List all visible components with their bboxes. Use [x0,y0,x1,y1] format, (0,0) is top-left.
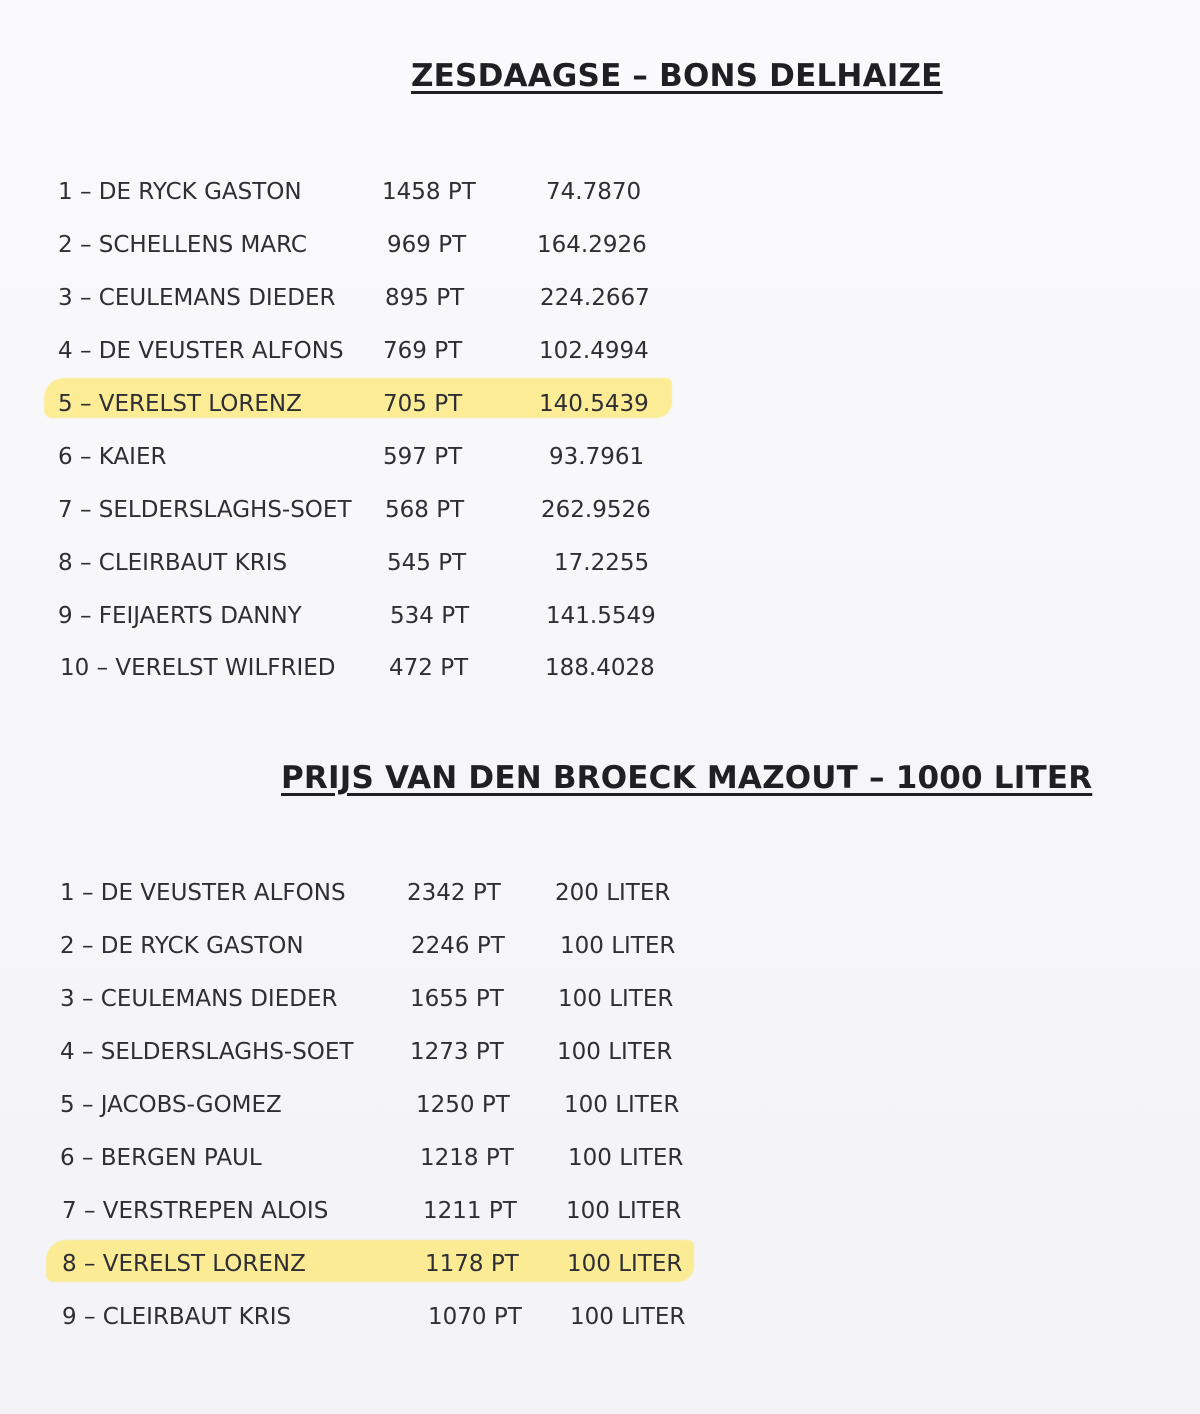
value: 164.2926 [537,232,647,258]
value: 141.5549 [546,603,656,629]
rank-name: 5 – JACOBS-GOMEZ [60,1092,282,1118]
value: 262.9526 [541,497,651,523]
rank-name: 5 – VERELST LORENZ [58,391,302,417]
points: 2246 PT [411,933,505,959]
points: 545 PT [387,550,467,576]
value: 100 LITER [560,933,676,959]
points: 2342 PT [407,880,501,906]
value: 102.4994 [539,338,649,364]
points: 1211 PT [423,1198,517,1224]
value: 100 LITER [570,1304,686,1330]
table-row [0,1191,1200,1231]
points: 1070 PT [428,1304,522,1330]
points: 597 PT [383,444,463,470]
value: 74.7870 [546,179,642,205]
section-2-title: PRIJS VAN DEN BROECK MAZOUT – 1000 LITER [281,760,1093,796]
rank-name: 4 – DE VEUSTER ALFONS [58,338,344,364]
value: 100 LITER [568,1145,684,1171]
points: 1178 PT [425,1251,519,1277]
points: 1458 PT [382,179,476,205]
table-row [0,490,1200,530]
rank-name: 9 – CLEIRBAUT KRIS [62,1304,292,1330]
table-row [0,278,1200,318]
section-1-title: ZESDAAGSE – BONS DELHAIZE [411,58,943,94]
value: 17.2255 [554,550,650,576]
points: 1273 PT [410,1039,504,1065]
table-row [0,225,1200,265]
value: 140.5439 [539,391,649,417]
table-row [0,172,1200,212]
rank-name: 4 – SELDERSLAGHS-SOET [60,1039,354,1065]
rank-name: 6 – KAIER [58,444,167,470]
value: 100 LITER [564,1092,680,1118]
points: 472 PT [389,655,469,681]
table-row [0,437,1200,477]
table-row [0,1297,1200,1337]
value: 100 LITER [567,1251,683,1277]
value: 188.4028 [545,655,655,681]
points: 534 PT [390,603,470,629]
points: 1250 PT [416,1092,510,1118]
points: 705 PT [383,391,463,417]
table-row [0,1138,1200,1178]
rank-name: 8 – CLEIRBAUT KRIS [58,550,288,576]
value: 224.2667 [540,285,650,311]
points: 568 PT [385,497,465,523]
value: 100 LITER [557,1039,673,1065]
rank-name: 1 – DE RYCK GASTON [58,179,302,205]
rank-name: 3 – CEULEMANS DIEDER [60,986,338,1012]
rank-name: 3 – CEULEMANS DIEDER [58,285,336,311]
rank-name: 7 – SELDERSLAGHS-SOET [58,497,352,523]
table-row-highlighted [0,384,1200,424]
table-row [0,873,1200,913]
rank-name: 7 – VERSTREPEN ALOIS [62,1198,329,1224]
value: 100 LITER [558,986,674,1012]
rank-name: 8 – VERELST LORENZ [62,1251,306,1277]
rank-name: 6 – BERGEN PAUL [60,1145,262,1171]
points: 769 PT [383,338,463,364]
value: 100 LITER [566,1198,682,1224]
table-row [0,543,1200,583]
points: 969 PT [387,232,467,258]
value: 93.7961 [549,444,645,470]
table-row [0,1085,1200,1125]
rank-name: 1 – DE VEUSTER ALFONS [60,880,346,906]
table-row-highlighted [0,1244,1200,1284]
table-row [0,979,1200,1019]
points: 895 PT [385,285,465,311]
table-row [0,331,1200,371]
points: 1218 PT [420,1145,514,1171]
table-row [0,648,1200,688]
table-row [0,926,1200,966]
table-row [0,1032,1200,1072]
table-row [0,596,1200,636]
rank-name: 9 – FEIJAERTS DANNY [58,603,302,629]
rank-name: 2 – DE RYCK GASTON [60,933,304,959]
rank-name: 10 – VERELST WILFRIED [60,655,336,681]
value: 200 LITER [555,880,671,906]
rank-name: 2 – SCHELLENS MARC [58,232,307,258]
points: 1655 PT [410,986,504,1012]
